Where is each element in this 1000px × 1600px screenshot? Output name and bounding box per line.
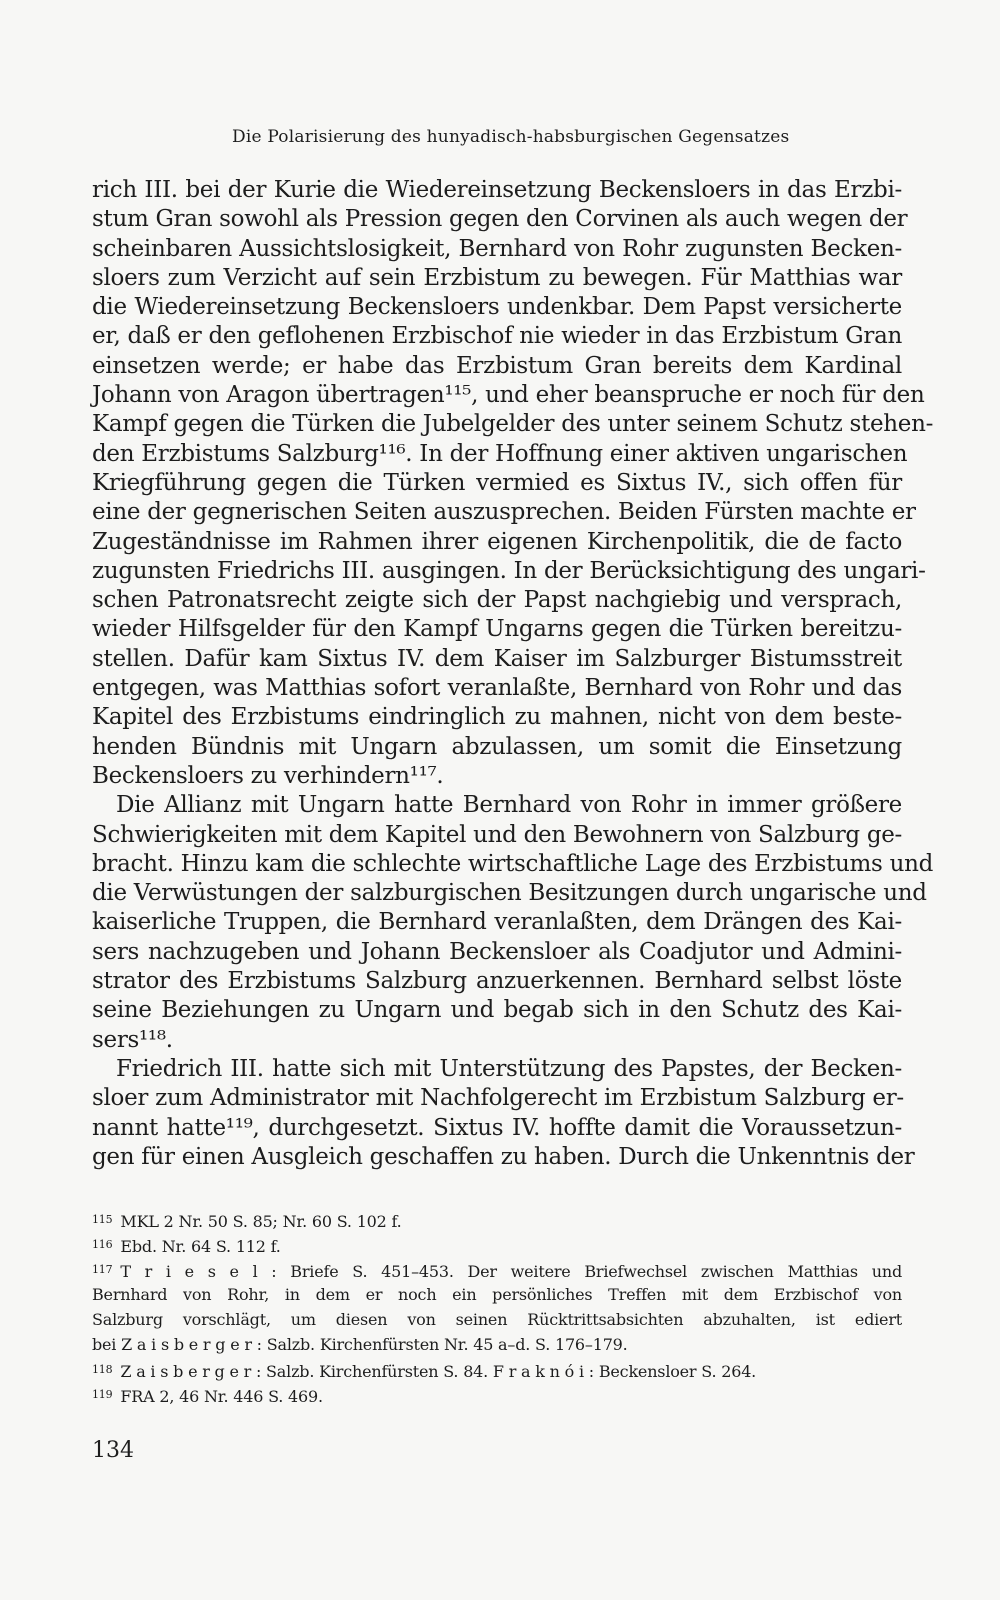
body-line: zugunsten Friedrichs III. ausgingen. In der Berücksichtigung des ungari- xyxy=(92,557,926,584)
body-line: stellen. Dafür kam Sixtus IV. dem Kaiser im Salzburger Bistumsstreit xyxy=(92,645,902,672)
footnote-number: 118 xyxy=(92,1363,113,1376)
body-line: kaiserliche Truppen, die Bernhard veranlaßten, dem Drängen des Kai- xyxy=(92,909,902,936)
footnote-text: MKL 2 Nr. 50 S. 85; Nr. 60 S. 102 f. xyxy=(120,1212,402,1231)
body-line: strator des Erzbistums Salzburg anzuerkennen. Bernhard selbst löste xyxy=(92,968,902,995)
footnote-text: Z a i s b e r g e r : Salzb. Kirchenfürsten S. 84. F r a k n ó i : Beckensloer S. 264. xyxy=(120,1362,757,1381)
body-line: scheinbaren Aussichtslosigkeit, Bernhard von Rohr zugunsten Becken- xyxy=(92,235,902,262)
footnote-line xyxy=(92,1307,902,1332)
body-line: Friedrich III. hatte sich mit Unterstützung des Papstes, der Becken- xyxy=(116,1055,902,1082)
body-line: Kapitel des Erzbistums eindringlich zu mahnen, nicht von dem beste- xyxy=(92,704,902,731)
body-line: er, daß er den geflohenen Erzbischof nie wieder in das Erzbistum Gran xyxy=(92,323,902,350)
body-line: sers¹¹⁸. xyxy=(92,1026,173,1053)
footnote-text: Bernhard von Rohr, in dem er noch ein persönliches Treffen mit dem Erzbischof von xyxy=(92,1285,902,1304)
footnote-text: T r i e s e l : Briefe S. 451–453. Der weitere Briefwechsel zwischen Matthias und xyxy=(120,1262,902,1281)
footnote-line xyxy=(92,1207,902,1232)
body-line: sers nachzugeben und Johann Beckensloer als Coadjutor und Admini- xyxy=(92,938,902,965)
body-line: Johann von Aragon übertragen¹¹⁵, und eher beanspruche er noch für den xyxy=(92,382,925,409)
footnote-line xyxy=(92,1357,902,1382)
body-line: Die Allianz mit Ungarn hatte Bernhard von Rohr in immer größere xyxy=(116,792,902,819)
footnote-number: 115 xyxy=(92,1213,113,1226)
footnote-text: bei Z a i s b e r g e r : Salzb. Kirchenfürsten Nr. 45 a–d. S. 176–179. xyxy=(92,1335,628,1354)
footnote-number: 116 xyxy=(92,1238,113,1251)
footnote-line xyxy=(92,1382,902,1407)
body-line: Zugeständnisse im Rahmen ihrer eigenen Kirchenpolitik, die de facto xyxy=(92,528,902,555)
body-line: wieder Hilfsgelder für den Kampf Ungarns gegen die Türken bereitzu- xyxy=(92,616,902,643)
footnote-line xyxy=(92,1257,902,1282)
body-line: einsetzen werde; er habe das Erzbistum Gran bereits dem Kardinal xyxy=(92,352,902,379)
footnote-line xyxy=(92,1332,902,1357)
body-line: sloer zum Administrator mit Nachfolgerecht im Erzbistum Salzburg er- xyxy=(92,1085,904,1112)
body-line: Kampf gegen die Türken die Jubelgelder des unter seinem Schutz stehen- xyxy=(92,411,934,438)
footnote-number: 117 xyxy=(92,1263,113,1276)
footnote-number: 119 xyxy=(92,1388,113,1401)
body-line: Kriegführung gegen die Türken vermied es Sixtus IV., sich offen für xyxy=(92,469,902,496)
footnotes xyxy=(92,1207,902,1407)
body-line: Beckensloers zu verhindern¹¹⁷. xyxy=(92,762,444,789)
body-line: entgegen, was Matthias sofort veranlaßte, Bernhard von Rohr und das xyxy=(92,675,902,702)
body-line: Schwierigkeiten mit dem Kapitel und den Bewohnern von Salzburg ge- xyxy=(92,821,903,848)
body-line: rich III. bei der Kurie die Wiedereinsetzung Beckensloers in das Erzbi- xyxy=(92,177,902,203)
body-line: den Erzbistums Salzburg¹¹⁶. In der Hoffnung einer aktiven ungarischen xyxy=(92,440,908,467)
running-head: Die Polarisierung des hunyadisch-habsburgischen Gegensatzes xyxy=(232,127,790,147)
body-line: eine der gegnerischen Seiten auszusprechen. Beiden Fürsten machte er xyxy=(92,499,916,526)
body-line: henden Bündnis mit Ungarn abzulassen, um somit die Einsetzung xyxy=(92,733,902,760)
body-line: die Verwüstungen der salzburgischen Besitzungen durch ungarische und xyxy=(92,880,927,907)
footnote-line xyxy=(92,1282,902,1307)
footnote-text: FRA 2, 46 Nr. 446 S. 469. xyxy=(120,1387,323,1406)
footnote-line xyxy=(92,1232,902,1257)
page-number: 134 xyxy=(92,1438,134,1463)
footnote-text: Salzburg vorschlägt, um diesen von seinen Rücktrittsabsichten abzuhalten, ist ediert xyxy=(92,1310,902,1329)
footnote-text: Ebd. Nr. 64 S. 112 f. xyxy=(120,1237,281,1256)
body-line: bracht. Hinzu kam die schlechte wirtschaftliche Lage des Erzbistums und xyxy=(92,850,934,877)
body-text xyxy=(92,176,934,1172)
body-line: seine Beziehungen zu Ungarn und begab sich in den Schutz des Kai- xyxy=(92,997,902,1024)
body-line: schen Patronatsrecht zeigte sich der Papst nachgiebig und versprach, xyxy=(92,587,902,614)
body-line: sloers zum Verzicht auf sein Erzbistum zu bewegen. Für Matthias war xyxy=(92,264,902,291)
body-line: die Wiedereinsetzung Beckensloers undenkbar. Dem Papst versicherte xyxy=(92,294,902,321)
body-line: nannt hatte¹¹⁹, durchgesetzt. Sixtus IV. hoffte damit die Voraussetzun- xyxy=(92,1114,902,1141)
body-line: gen für einen Ausgleich geschaffen zu haben. Durch die Unkenntnis der xyxy=(92,1143,915,1170)
body-line: stum Gran sowohl als Pression gegen den Corvinen als auch wegen der xyxy=(92,206,908,233)
